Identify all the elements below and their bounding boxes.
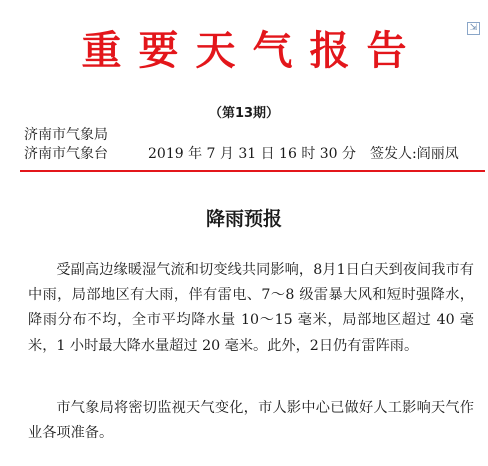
issue-datetime: 2019 年 7 月 31 日 16 时 30 分 (148, 146, 357, 162)
header-divider (20, 170, 485, 172)
report-paragraph-2: 市气象局将密切监视天气变化，市人影中心已做好人工影响天气作业各项准备。 (28, 400, 474, 442)
signer-name: 阎丽凤 (416, 146, 459, 162)
report-title: 降雨预报 (205, 208, 282, 230)
report-banner-title: 重要天气报告 (81, 28, 424, 74)
issue-info (148, 146, 459, 163)
agency-observatory: 济南市气象台 (24, 146, 108, 162)
agency-bureau: 济南市气象局 (24, 127, 108, 143)
expand-icon[interactable]: ⇲ (467, 22, 480, 35)
report-paragraph-1: 受副高边缘暖湿气流和切变线共同影响，8月1日白天到夜间我市有中雨，局部地区有大雨，伴有雷电、7～8 级雷暴大风和短时强降水，降雨分布不均，全市平均降水量 10～15 毫米，局部地区超过 40 毫米，1 小时最大降水量超过 20 毫米。此外，2日仍有雷阵雨。 (28, 262, 474, 354)
issue-number: （第13期） (208, 106, 280, 121)
signer-label: 签发人: (370, 146, 417, 162)
